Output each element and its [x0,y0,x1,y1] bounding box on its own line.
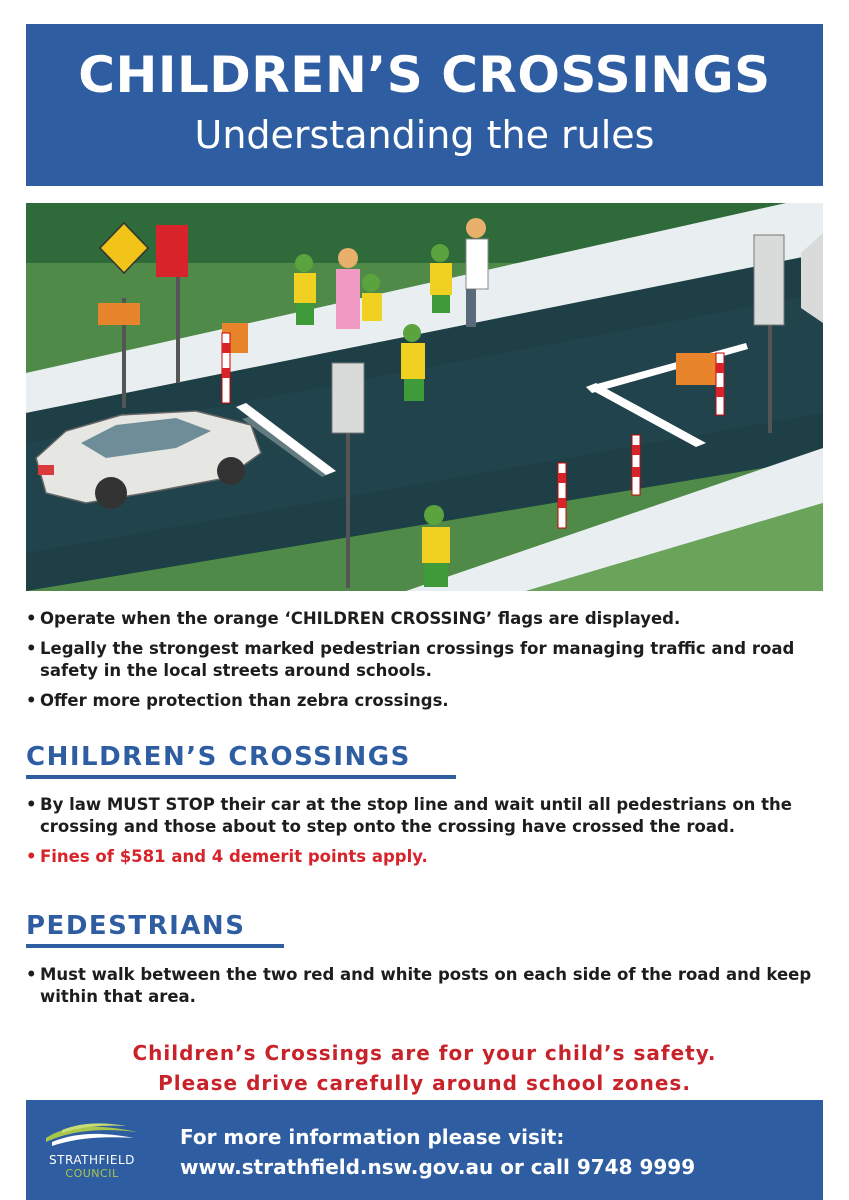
pedestrians-bullet-list [26,964,826,1016]
crossing-scene-image [26,203,823,591]
contact-info [180,1122,695,1182]
drivers-bullet-list [26,794,826,876]
logo-sub: COUNCIL [65,1167,119,1180]
list-item: • Operate when the orange ‘CHILDREN CROSSING’ flags are displayed. [26,608,826,630]
fine-warning: • Fines of $581 and 4 demerit points apply. [26,846,826,868]
contact-line-1: For more information please visit: [180,1125,565,1149]
intro-bullet-list [26,608,826,720]
contact-line-2[interactable]: www.strathfield.nsw.gov.au or call 9748 9999 [180,1155,696,1179]
drivers-section-heading: CHILDREN’S CROSSINGS [26,742,411,772]
closing-line-1: Children’s Crossings are for your child’s safety. [132,1041,717,1065]
section-divider [26,775,456,779]
footer-banner [26,1100,823,1200]
page-subtitle: Understanding the rules [194,113,655,157]
list-item: • Legally the strongest marked pedestrian crossings for managing traffic and road safety in the local streets around schools. [26,638,826,682]
crossing-illustration [26,203,823,591]
council-logo [32,1120,152,1190]
logo-name: STRATHFIELD [49,1153,135,1167]
list-item: • By law MUST STOP their car at the stop line and wait until all pedestrians on the crossing and those about to step onto the crossing have crossed the road. [26,794,826,838]
closing-line-2: Please drive carefully around school zones. [158,1071,691,1095]
list-item: • Offer more protection than zebra crossings. [26,690,826,712]
section-divider [26,944,284,948]
header-banner [26,24,823,186]
closing-message [0,1038,849,1098]
list-item: • Must walk between the two red and white posts on each side of the road and keep within that area. [26,964,826,1008]
council-logo-icon [42,1120,142,1148]
pedestrians-section-heading: PEDESTRIANS [26,911,246,941]
page-title: CHILDREN’S CROSSINGS [78,46,771,104]
